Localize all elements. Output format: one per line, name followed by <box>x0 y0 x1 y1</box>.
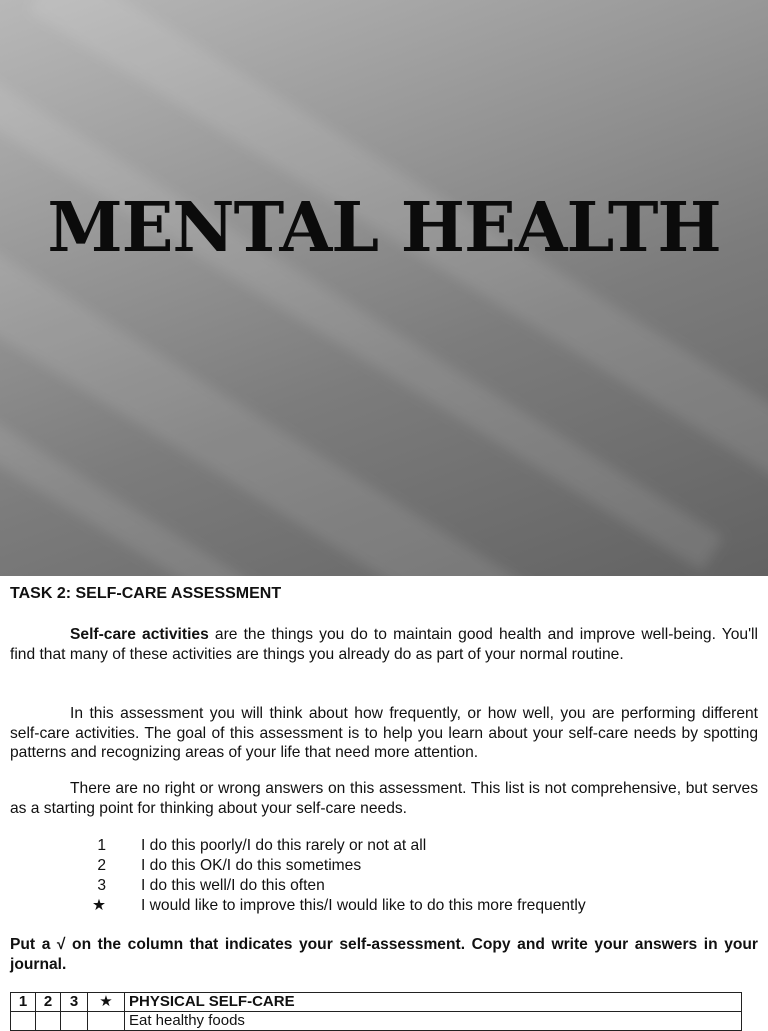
star-icon: ★ <box>92 897 106 914</box>
star-icon: ★ <box>88 993 125 1012</box>
table-row <box>11 1012 742 1031</box>
check-cell-1[interactable] <box>11 1012 36 1031</box>
scale-key: 2 <box>97 857 106 874</box>
header-col-2: 2 <box>36 993 61 1012</box>
self-care-table <box>10 992 742 1031</box>
header-col-3: 3 <box>61 993 88 1012</box>
paragraph-intro <box>10 625 758 664</box>
scale-text: I would like to improve this/I would like to do this more frequently <box>141 897 586 914</box>
task-heading: TASK 2: SELF-CARE ASSESSMENT <box>10 585 282 602</box>
paragraph-assessment <box>10 704 758 763</box>
rating-scale <box>10 836 758 916</box>
assessment-text: In this assessment you will think about how frequently, or how well, you are performing different self-care activities. The goal of this assessment is to help you learn about your self-care needs by spotting patterns and recognizing areas of your life that need more attention. <box>10 705 758 761</box>
instruction: Put a √ on the column that indicates your self-assessment. Copy and write your answers in your journal. <box>10 936 758 973</box>
intro-bold-term: Self-care activities <box>70 626 209 643</box>
slide-title: MENTAL HEALTH <box>47 188 721 268</box>
header-col-1: 1 <box>11 993 36 1012</box>
scale-text: I do this well/I do this often <box>141 877 325 894</box>
scale-key: 3 <box>97 877 106 894</box>
scale-item <box>10 896 758 916</box>
scale-item <box>10 876 758 896</box>
scale-text: I do this OK/I do this sometimes <box>141 857 362 874</box>
header-category: PHYSICAL SELF-CARE <box>125 993 742 1012</box>
scale-item <box>10 836 758 856</box>
activity-label: Eat healthy foods <box>125 1012 742 1031</box>
scale-item <box>10 856 758 876</box>
scale-text: I do this poorly/I do this rarely or not at all <box>141 837 427 854</box>
paragraph-no-right-answers <box>10 779 758 818</box>
scale-key: 1 <box>97 837 106 854</box>
worksheet <box>0 576 768 1029</box>
check-cell-2[interactable] <box>36 1012 61 1031</box>
check-cell-star[interactable] <box>88 1012 125 1031</box>
intro-text: are the things you do to maintain good health and improve well-being. You'll find that many of these activities are things you already do as part of your normal routine. <box>10 626 758 663</box>
no-right-answers-text: There are no right or wrong answers on this assessment. This list is not comprehensive, but serves as a starting point for thinking about your self-care needs. <box>10 780 758 817</box>
table-header-row <box>11 993 742 1012</box>
check-cell-3[interactable] <box>61 1012 88 1031</box>
